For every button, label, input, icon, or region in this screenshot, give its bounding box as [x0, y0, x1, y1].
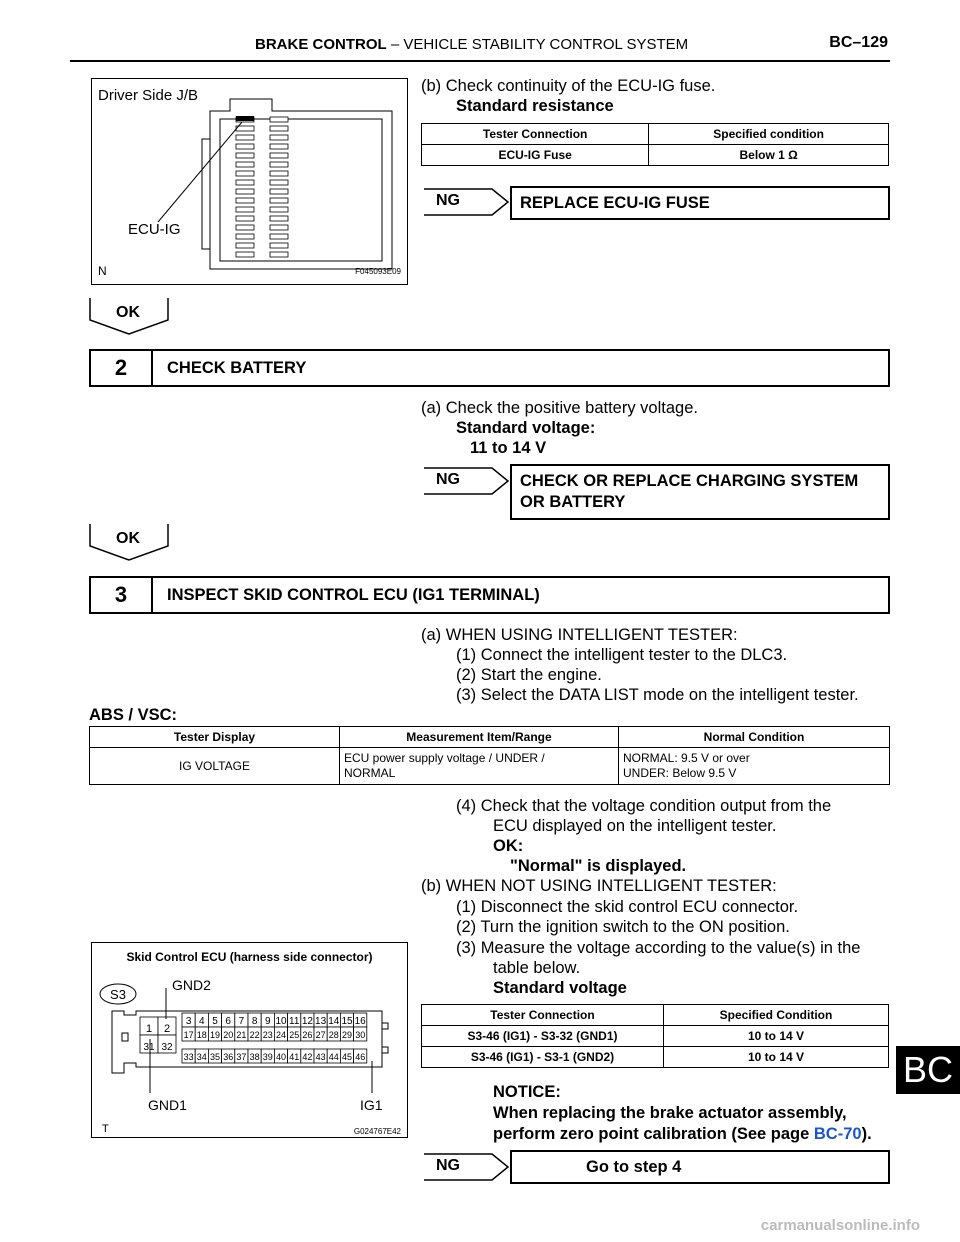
notice-line3: perform zero point calibration (See page BC-70).	[493, 1125, 872, 1143]
step-number: 2	[91, 351, 153, 385]
figure-driver-side-jb	[91, 78, 408, 285]
ok-condition-label: OK:	[493, 837, 524, 855]
watermark: carmanualsonline.info	[760, 1217, 920, 1234]
page-header-title: BRAKE CONTROL – VEHICLE STABILITY CONTROL SYSTEM	[255, 36, 689, 53]
table-cell: ECU power supply voltage / UNDER / NORMAL	[340, 748, 619, 785]
figure-code: G024767E42	[353, 1127, 401, 1136]
pin-number: 39	[262, 1052, 273, 1062]
step3a3: (3) Select the DATA LIST mode on the intelligent tester.	[456, 686, 859, 704]
junction-block-drawing	[92, 79, 407, 284]
step-2-header	[89, 349, 890, 387]
ok-label-2: OK	[116, 530, 140, 547]
connector-drawing	[92, 943, 407, 1137]
pin-number: 19	[209, 1030, 221, 1040]
pin-number: 44	[328, 1052, 339, 1062]
header-rule	[70, 60, 890, 62]
table-cell: 10 to 14 V	[664, 1026, 889, 1047]
step-title: CHECK BATTERY	[167, 358, 307, 377]
figure-corner-mark: N	[98, 264, 107, 278]
pin-number: 10	[275, 1016, 287, 1027]
pin-number: 20	[223, 1030, 234, 1040]
step3a4-line2: ECU displayed on the intelligent tester.	[493, 817, 777, 835]
step3a: (a) WHEN USING INTELLIGENT TESTER:	[421, 626, 738, 644]
ng-action-box-2	[510, 464, 890, 520]
step3a4-line1: (4) Check that the voltage condition output from the	[456, 797, 832, 815]
notice-label: NOTICE:	[493, 1083, 561, 1101]
pin-number: 9	[265, 1016, 271, 1027]
table-cell: S3-46 (IG1) - S3-32 (GND1)	[422, 1026, 664, 1047]
step3a1: (1) Connect the intelligent tester to the DLC3.	[456, 646, 788, 664]
step3b2: (2) Turn the ignition switch to the ON position.	[456, 918, 790, 936]
step1b-instruction: (b) Check continuity of the ECU-IG fuse.	[421, 77, 716, 95]
ok-label-1: OK	[116, 304, 140, 321]
voltage-table	[421, 1004, 889, 1068]
page-link-bc70[interactable]: BC-70	[813, 1125, 862, 1143]
pin-number: 22	[249, 1030, 260, 1040]
page-number: BC–129	[829, 34, 888, 51]
step3b1: (1) Disconnect the skid control ECU connector.	[456, 898, 799, 916]
pin-number: 26	[302, 1030, 313, 1040]
pin-number: 46	[355, 1052, 366, 1062]
table-cell: Below 1 Ω	[649, 145, 889, 166]
ng-action-text: REPLACE ECU-IG FUSE	[520, 194, 710, 212]
step3a2: (2) Start the engine.	[456, 666, 602, 684]
pin-number: 17	[183, 1030, 194, 1040]
notice-line2: When replacing the brake actuator assembly,	[493, 1104, 847, 1122]
gnd2-label: GND2	[172, 977, 211, 993]
ng-action-box-1	[510, 186, 890, 220]
pin-number: 25	[289, 1030, 300, 1040]
pin-number: 32	[161, 1042, 173, 1053]
step2-standard-label: Standard voltage:	[456, 419, 596, 437]
pin-number: 11	[289, 1016, 300, 1027]
abs-vsc-label: ABS / VSC:	[89, 706, 178, 724]
table-header: Specified condition	[649, 124, 889, 145]
figure-title: Skid Control ECU (harness side connector)	[126, 950, 373, 964]
table-header: Measurement Item/Range	[340, 727, 619, 748]
table-cell: NORMAL: 9.5 V or over UNDER: Below 9.5 V	[619, 748, 890, 785]
figure-title: Driver Side J/B	[98, 87, 199, 104]
resistance-table	[421, 123, 889, 166]
step-3-header	[89, 576, 890, 614]
step1b-standard-label: Standard resistance	[456, 97, 614, 115]
pin-number: 16	[354, 1016, 366, 1027]
pin-number: 36	[223, 1052, 234, 1062]
step-number: 3	[91, 578, 153, 612]
pin-number: 38	[249, 1052, 260, 1062]
pin-number: 6	[225, 1016, 231, 1027]
gnd1-label: GND1	[148, 1097, 187, 1113]
pin-number: 23	[262, 1030, 273, 1040]
ok-condition-value: "Normal" is displayed.	[510, 857, 687, 875]
pin-number: 8	[251, 1016, 258, 1027]
pin-number: 18	[196, 1030, 207, 1040]
ng-action-box-3	[510, 1150, 890, 1184]
pin-number: 30	[355, 1030, 366, 1040]
step3b3-line1: (3) Measure the voltage according to the value(s) in the	[456, 939, 861, 957]
pin-number: 37	[236, 1052, 247, 1062]
data-list-table	[89, 726, 890, 785]
pin-number: 24	[275, 1030, 287, 1040]
ig1-label: IG1	[360, 1097, 383, 1113]
pin-number: 29	[341, 1030, 353, 1040]
ng-label-1: NG	[436, 192, 460, 209]
table-header: Tester Connection	[422, 124, 649, 145]
table-cell: S3-46 (IG1) - S3-1 (GND2)	[422, 1047, 664, 1068]
pin-number: 14	[328, 1016, 340, 1027]
ng-label-3: NG	[436, 1157, 460, 1174]
pin-number: 12	[301, 1016, 313, 1027]
pin-number: 41	[289, 1052, 300, 1062]
ecu-ig-label: ECU-IG	[128, 221, 181, 238]
section-tab: BC	[896, 1046, 960, 1094]
table-header: Specified Condition	[664, 1005, 889, 1026]
table-cell: IG VOLTAGE	[90, 748, 340, 785]
figure-skid-control-ecu-connector	[91, 942, 408, 1138]
pin-number: 43	[315, 1052, 326, 1062]
pin-number: 13	[315, 1016, 327, 1027]
pin-number: 7	[238, 1016, 245, 1027]
standard-voltage-label: Standard voltage	[493, 979, 627, 997]
pin-number: 33	[183, 1052, 194, 1062]
pin-number: 28	[328, 1030, 339, 1040]
pin-number: 15	[341, 1016, 353, 1027]
step3b: (b) WHEN NOT USING INTELLIGENT TESTER:	[421, 877, 777, 895]
table-cell: ECU-IG Fuse	[422, 145, 649, 166]
step-title: INSPECT SKID CONTROL ECU (IG1 TERMINAL)	[167, 585, 540, 604]
pin-number: 35	[209, 1052, 221, 1062]
table-header: Tester Connection	[422, 1005, 664, 1026]
ng-action-text: OR BATTERY	[520, 493, 626, 511]
step2-instruction: (a) Check the positive battery voltage.	[421, 399, 698, 417]
step3b3-line2: table below.	[493, 959, 581, 977]
pin-number: 4	[199, 1016, 205, 1027]
pin-number: 31	[143, 1042, 155, 1053]
figure-corner-mark: T	[102, 1123, 109, 1135]
pin-number: 5	[212, 1016, 218, 1027]
pin-number: 42	[302, 1052, 313, 1062]
pin-number: 21	[236, 1030, 247, 1040]
table-header: Normal Condition	[619, 727, 890, 748]
pin-number: 3	[185, 1016, 192, 1027]
ng-action-text: Go to step 4	[586, 1158, 682, 1176]
pin-number: 27	[315, 1030, 326, 1040]
pin-number: 2	[163, 1023, 171, 1035]
ng-action-text: CHECK OR REPLACE CHARGING SYSTEM	[520, 472, 859, 490]
step2-standard-value: 11 to 14 V	[470, 439, 547, 457]
connector-label: S3	[110, 987, 126, 1002]
ng-label-2: NG	[436, 471, 460, 488]
table-header: Tester Display	[90, 727, 340, 748]
table-cell: 10 to 14 V	[664, 1047, 889, 1068]
pin-number: 45	[341, 1052, 353, 1062]
pin-number: 40	[275, 1052, 287, 1062]
pin-number: 34	[196, 1052, 207, 1062]
figure-code: F045093E09	[355, 267, 401, 276]
pin-number: 1	[145, 1023, 153, 1035]
